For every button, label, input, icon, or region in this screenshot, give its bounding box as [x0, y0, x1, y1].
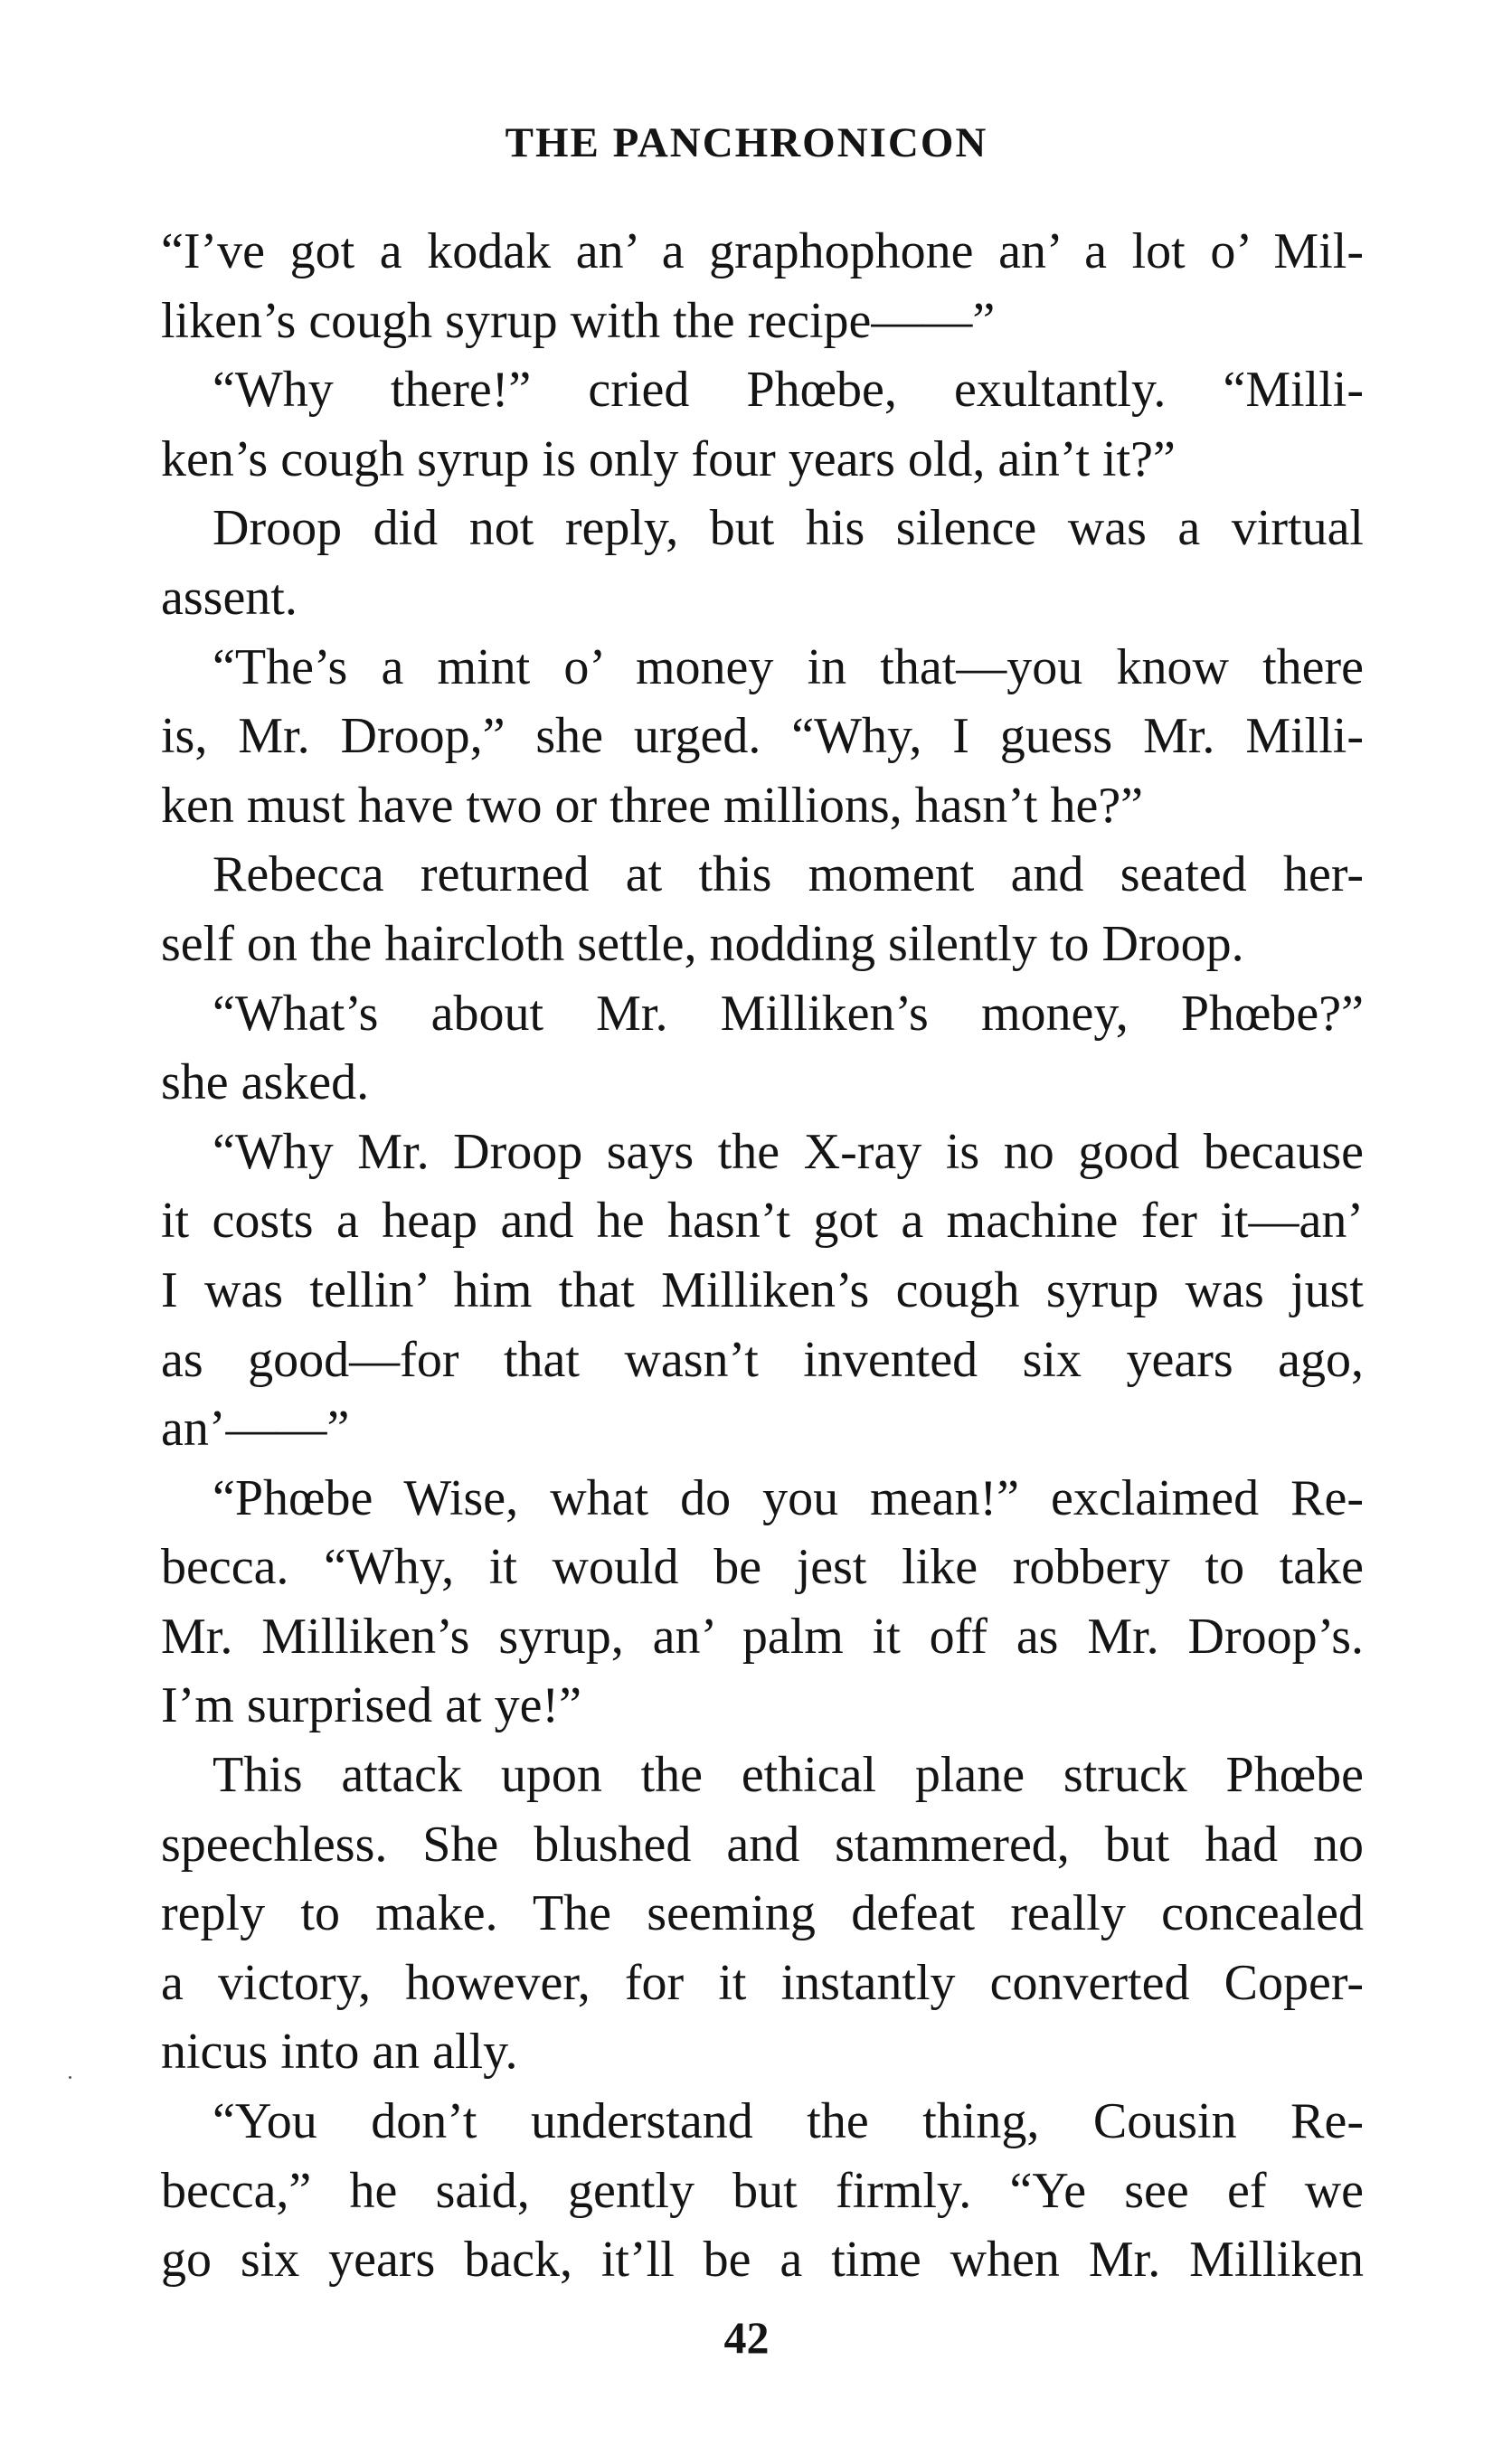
text-line: is, Mr. Droop,” she urged. “Why, I guess Mr. Milli- — [161, 708, 1364, 765]
text-line: I was tellin’ him that Milliken’s cough syrup was just — [161, 1261, 1364, 1318]
text-line: Droop did not reply, but his silence was a virtual — [213, 500, 1364, 557]
text-line: becca,” he said, gently but firmly. “Ye see ef we — [161, 2162, 1364, 2219]
text-line: becca. “Why, it would be jest like robbery to take — [161, 1539, 1364, 1596]
text-line: speechless. She blushed and stammered, but had no — [161, 1816, 1364, 1873]
text-line: I’m surprised at ye!” — [161, 1677, 581, 1734]
text-line: “What’s about Mr. Milliken’s money, Phœbe?” — [213, 985, 1364, 1042]
body-text — [161, 217, 1364, 2295]
text-line: This attack upon the ethical plane struck Phœbe — [213, 1747, 1364, 1804]
text-line: she asked. — [161, 1054, 370, 1111]
text-line: nicus into an ally. — [161, 2024, 518, 2081]
text-line: “You don’t understand the thing, Cousin Re- — [213, 2093, 1364, 2150]
text-line: reply to make. The seeming defeat really concealed — [161, 1885, 1364, 1942]
text-line: “The’s a mint o’ money in that—you know there — [213, 638, 1364, 695]
text-line: ken must have two or three millions, hasn’t he?” — [161, 777, 1144, 834]
print-speck — [69, 2076, 71, 2079]
text-line: “Why Mr. Droop says the X-ray is no good because — [213, 1123, 1364, 1180]
text-line: “Why there!” cried Phœbe, exultantly. “Milli- — [213, 362, 1364, 419]
text-line: assent. — [161, 569, 298, 626]
text-line: “I’ve got a kodak an’ a graphophone an’ a lot o’ Mil- — [161, 223, 1364, 279]
text-line: go six years back, it’ll be a time when Mr. Milliken — [161, 2232, 1364, 2289]
text-line: ken’s cough syrup is only four years old, ain’t it?” — [161, 430, 1176, 487]
text-line: Rebecca returned at this moment and seated her- — [213, 846, 1364, 903]
text-line: “Phœbe Wise, what do you mean!” exclaimed Re- — [213, 1469, 1364, 1526]
text-line: Mr. Milliken’s syrup, an’ palm it off as Mr. Droop’s. — [161, 1608, 1364, 1665]
text-line: self on the haircloth settle, nodding silently to Droop. — [161, 915, 1244, 972]
text-line: a victory, however, for it instantly converted Coper- — [161, 1954, 1364, 2011]
text-line: liken’s cough syrup with the recipe——” — [161, 292, 996, 349]
text-line: an’——” — [161, 1401, 350, 1458]
running-head: THE PANCHRONICON — [505, 119, 988, 166]
page-number: 42 — [723, 2312, 770, 2363]
text-line: as good—for that wasn’t invented six years ago, — [161, 1331, 1364, 1388]
text-line: it costs a heap and he hasn’t got a machine fer it—an’ — [161, 1193, 1364, 1250]
